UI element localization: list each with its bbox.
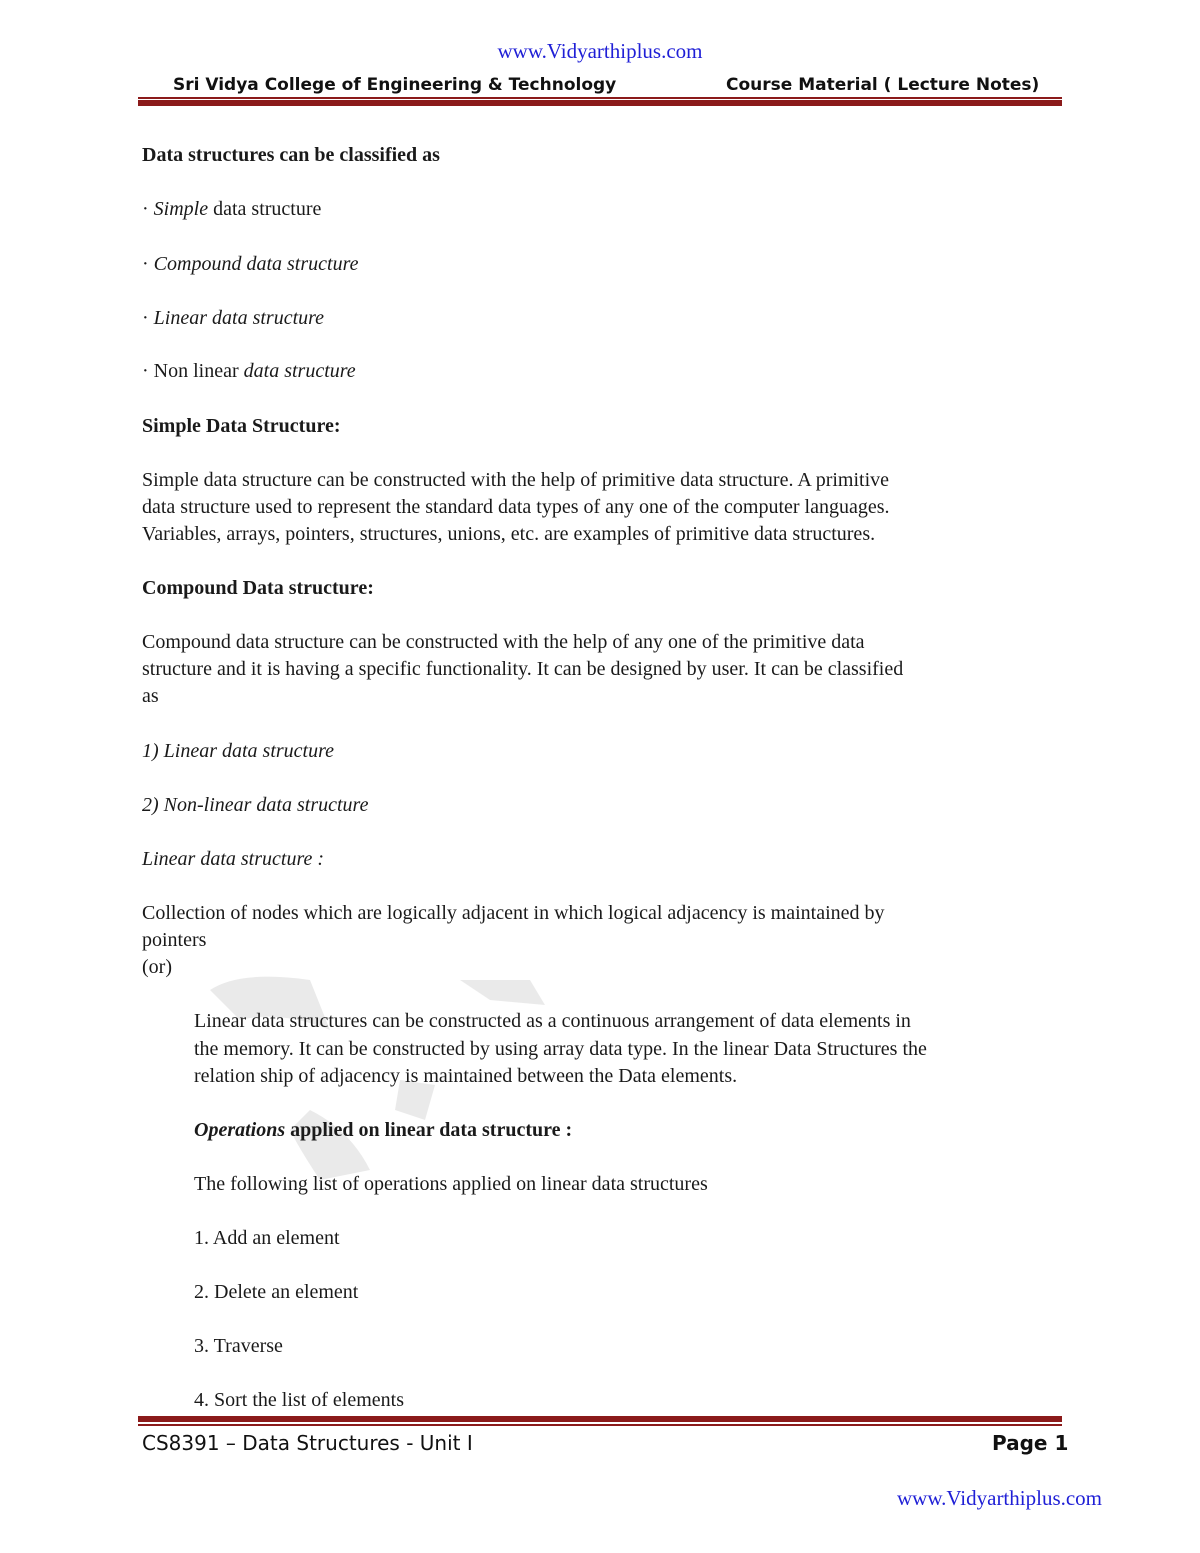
operation-item: 4. Sort the list of elements <box>194 1389 404 1411</box>
operation-item: 2. Delete an element <box>194 1281 359 1303</box>
linear-line-1: Collection of nodes which are logically adjacent in which logical adjacency is maintained by <box>142 902 885 924</box>
indented-line-1: Linear data structures can be constructed as a continuous arrangement of data elements in <box>194 1010 911 1032</box>
header-rule-thin <box>138 97 1062 99</box>
operation-item: 3. Traverse <box>194 1335 283 1357</box>
indented-line-3: relation ship of adjacency is maintained between the Data elements. <box>194 1065 738 1087</box>
footer-rule-thin <box>138 1424 1062 1426</box>
bullet-linear: · Linear data structure <box>142 307 325 329</box>
simple-line-2: data structure used to represent the standard data types of any one of the computer languages. <box>142 496 890 518</box>
bullet-simple: · Simple data structure <box>142 198 322 220</box>
operation-item: 1. Add an element <box>194 1227 340 1249</box>
simple-heading: Simple Data Structure: <box>142 415 341 437</box>
footer-course: CS8391 – Data Structures - Unit I <box>142 1431 473 1455</box>
compound-line-3: as <box>142 685 159 707</box>
operations-heading: Operations applied on linear data structure : <box>194 1119 573 1141</box>
page-number: Page 1 <box>992 1431 1069 1455</box>
compound-heading: Compound Data structure: <box>142 577 374 599</box>
course-material-label: Course Material ( Lecture Notes) <box>726 75 1040 95</box>
footer-rule-thick <box>138 1416 1062 1422</box>
linear-label: Linear data structure : <box>142 848 325 870</box>
header-link[interactable]: www.Vidyarthiplus.com <box>497 39 703 63</box>
compound-line-2: structure and it is having a specific functionality. It can be designed by user. It can be classified <box>142 658 904 680</box>
footer-link[interactable]: www.Vidyarthiplus.com <box>897 1486 1103 1510</box>
simple-line-3: Variables, arrays, pointers, structures, unions, etc. are examples of primitive data structures. <box>142 523 876 545</box>
indented-line-2: the memory. It can be constructed by using array data type. In the linear Data Structures the <box>194 1038 927 1060</box>
linear-line-2: pointers <box>142 929 207 951</box>
simple-line-1: Simple data structure can be constructed with the help of primitive data structure. A primitive <box>142 469 890 491</box>
linear-line-3: (or) <box>142 956 172 978</box>
header-rule-thick <box>138 100 1062 106</box>
college-name: Sri Vidya College of Engineering & Technology <box>173 75 617 95</box>
operations-intro: The following list of operations applied on linear data structures <box>194 1173 708 1195</box>
type-nonlinear: 2) Non-linear data structure <box>142 794 369 816</box>
type-linear: 1) Linear data structure <box>142 740 335 762</box>
compound-line-1: Compound data structure can be constructed with the help of any one of the primitive data <box>142 631 865 653</box>
bullet-compound: · Compound data structure <box>142 253 359 275</box>
classify-heading: Data structures can be classified as <box>142 144 440 166</box>
bullet-nonlinear: · Non linear data structure <box>142 360 356 382</box>
